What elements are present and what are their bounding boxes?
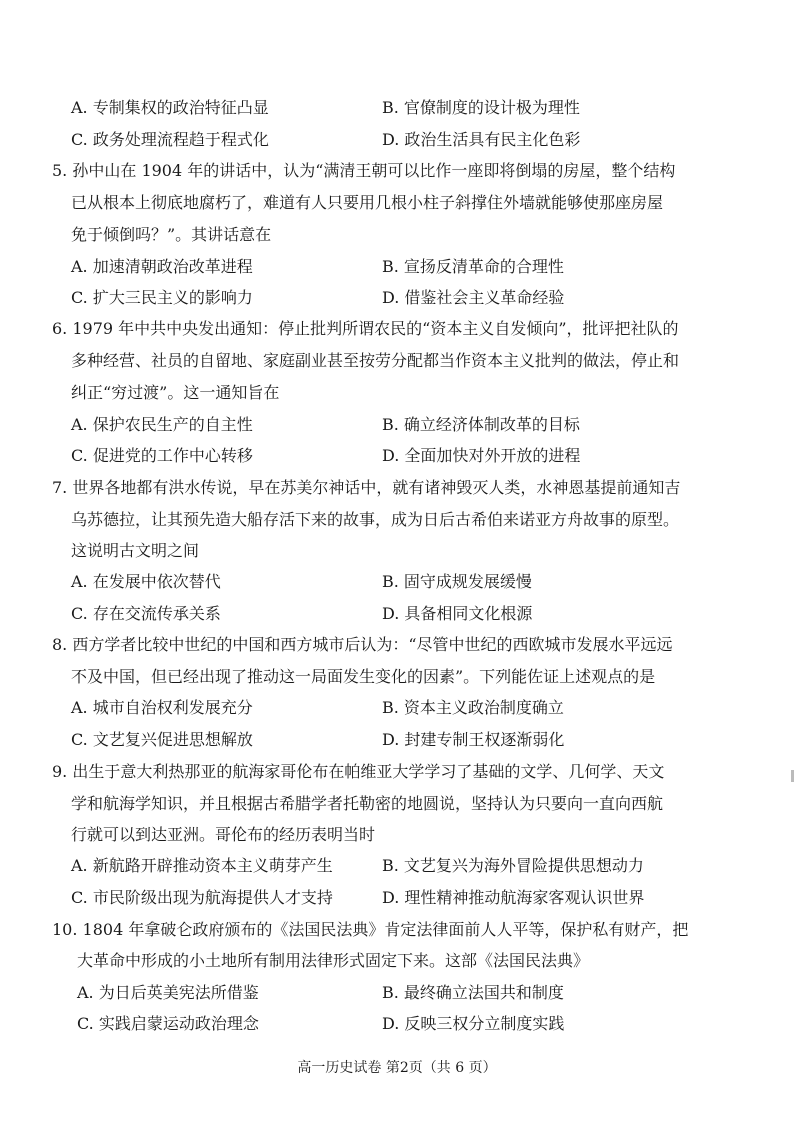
question-stem-line: 8. 西方学者比较中世纪的中国和西方城市后认为：“尽管中世纪的西欧城市发展水平远远 [52, 635, 673, 654]
question-stem-line: 大革命中形成的小土地所有制用法律形式固定下来。这部《法国民法典》 [77, 951, 590, 970]
question-stem-line: 10. 1804 年拿破仑政府颁布的《法国民法典》肯定法律面前人人平等，保护私有财产，把 [52, 920, 689, 939]
option-c: C. 文艺复兴促进思想解放 [71, 730, 253, 749]
question-stem-line: 学和航海学知识，并且根据古希腊学者托勒密的地圆说，坚持认为只要向一直向西航 [71, 794, 664, 813]
question-stem-line: 5. 孙中山在 1904 年的讲话中，认为“满清王朝可以比作一座即将倒塌的房屋，整个结构 [52, 161, 676, 180]
option-a: A. 在发展中依次替代 [71, 572, 221, 591]
option-b: B. 官僚制度的设计极为理性 [382, 98, 580, 117]
page-footer: 高一历史试卷 第2页（共 6 页） [297, 1060, 497, 1076]
option-b: B. 确立经济体制改革的目标 [382, 415, 580, 434]
option-d: D. 反映三权分立制度实践 [382, 1014, 565, 1033]
option-b: B. 最终确立法国共和制度 [382, 983, 564, 1002]
option-d: D. 理性精神推动航海家客观认识世界 [382, 888, 645, 907]
question-stem-line: 已从根本上彻底地腐朽了，难道有人只要用几根小柱子斜撑住外墙就能够使那座房屋 [71, 193, 664, 212]
question-stem-line: 免于倾倒吗？”。其讲话意在 [71, 225, 272, 244]
option-c: C. 实践启蒙运动政治理念 [77, 1014, 259, 1033]
question-stem-line: 纠正“穷过渡”。这一通知旨在 [71, 383, 280, 402]
question-stem-line: 9. 出生于意大利热那亚的航海家哥伦布在帕维亚大学学习了基础的文学、几何学、天文 [52, 762, 665, 781]
question-stem-line: 6. 1979 年中共中央发出通知：停止批判所谓农民的“资本主义自发倾向”，批评把社队的 [52, 319, 679, 338]
question-stem-line: 乌苏德拉，让其预先造大船存活下来的故事，成为日后古希伯来诺亚方舟故事的原型。 [71, 510, 680, 529]
question-stem-line: 多种经营、社员的自留地、家庭副业甚至按劳分配都当作资本主义批判的做法，停止和 [71, 351, 680, 370]
question-stem-line: 7. 世界各地都有洪水传说，早在苏美尔神话中，就有诸神毁灭人类，水神恩基提前通知吉 [52, 478, 681, 497]
option-a: A. 城市自治权利发展充分 [71, 698, 253, 717]
option-d: D. 封建专制王权逐渐弱化 [382, 730, 565, 749]
option-d: D. 具备相同文化根源 [382, 604, 533, 623]
option-a: A. 保护农民生产的自主性 [71, 415, 253, 434]
option-c: C. 政务处理流程趋于程式化 [71, 130, 269, 149]
option-d: D. 全面加快对外开放的进程 [382, 446, 581, 465]
option-a: A. 专制集权的政治特征凸显 [71, 98, 269, 117]
option-a: A. 加速清朝政治改革进程 [71, 257, 253, 276]
option-d: D. 借鉴社会主义革命经验 [382, 288, 565, 307]
question-stem-line: 不及中国，但已经出现了推动这一局面发生变化的因素”。下列能佐证上述观点的是 [71, 667, 656, 686]
question-stem-line: 这说明古文明之间 [71, 541, 200, 560]
option-b: B. 文艺复兴为海外冒险提供思想动力 [382, 856, 644, 875]
option-b: B. 资本主义政治制度确立 [382, 698, 564, 717]
option-c: C. 扩大三民主义的影响力 [71, 288, 253, 307]
option-a: A. 新航路开辟推动资本主义萌芽产生 [71, 856, 333, 875]
question-stem-line: 行就可以到达亚洲。哥伦布的经历表明当时 [71, 825, 376, 844]
option-d: D. 政治生活具有民主化色彩 [382, 130, 581, 149]
option-c: C. 市民阶级出现为航海提供人才支持 [71, 888, 333, 907]
option-b: B. 固守成规发展缓慢 [382, 572, 532, 591]
option-b: B. 宣扬反清革命的合理性 [382, 257, 564, 276]
option-c: C. 存在交流传承关系 [71, 604, 221, 623]
option-a: A. 为日后英美宪法所借鉴 [77, 983, 259, 1002]
option-c: C. 促进党的工作中心转移 [71, 446, 253, 465]
